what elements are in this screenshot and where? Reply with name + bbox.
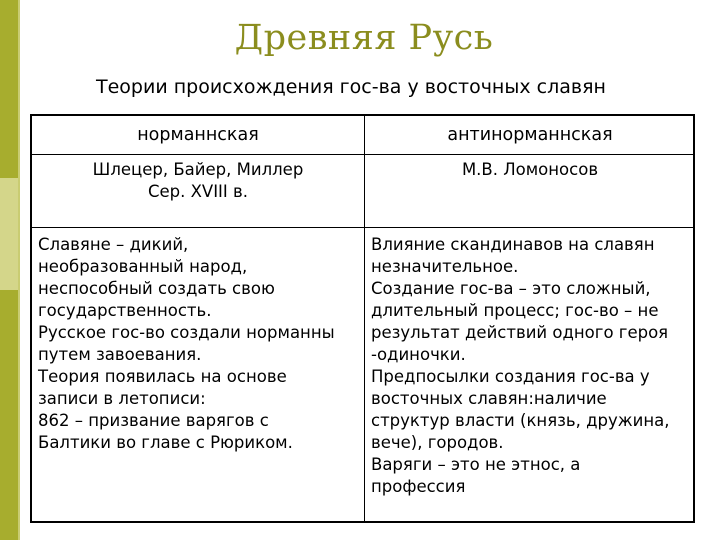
authors-norman bbox=[32, 155, 364, 227]
text-line: незначительное. bbox=[371, 257, 519, 276]
slide-subtitle: Теории происхождения гос-ва у восточных славян bbox=[96, 76, 606, 98]
text-line: длительный процесс; гос-во – не bbox=[371, 301, 659, 320]
header-antinorman: антинорманнская bbox=[447, 125, 613, 145]
text-line: Влияние скандинавов на славян bbox=[371, 235, 655, 254]
side-bar-divider bbox=[18, 0, 20, 540]
text-line: структур власти (князь, дружина, bbox=[371, 411, 670, 430]
text-line: 862 – призвание варягов с bbox=[38, 411, 269, 430]
header-norman: норманнская bbox=[137, 125, 259, 145]
text-line: вече), городов. bbox=[371, 433, 504, 452]
text-line: профессия bbox=[371, 477, 466, 496]
side-decoration-bar bbox=[0, 0, 18, 540]
authors-antinorman bbox=[365, 155, 695, 227]
norman-theory-description bbox=[38, 228, 362, 454]
text-line: путем завоевания. bbox=[38, 345, 202, 364]
theories-table bbox=[30, 114, 695, 523]
text-line: Русское гос-во создали норманны bbox=[38, 323, 335, 342]
text-line: Теория появилась на основе bbox=[38, 367, 287, 386]
text-line: восточных славян:наличие bbox=[371, 389, 607, 408]
slide-title: Древняя Русь bbox=[234, 18, 494, 58]
author-line: М.В. Ломоносов bbox=[461, 160, 599, 179]
text-line: результат действий одного героя bbox=[371, 323, 669, 342]
text-line: -одиночки. bbox=[371, 345, 466, 364]
text-line: Варяги – это не этнос, а bbox=[371, 455, 581, 474]
author-line: Шлецер, Байер, Миллер bbox=[92, 160, 304, 179]
text-line: записи в летописи: bbox=[38, 389, 206, 408]
text-line: Славяне – дикий, bbox=[38, 235, 189, 254]
antinorman-theory-description bbox=[371, 228, 691, 498]
text-line: Создание гос-ва – это сложный, bbox=[371, 279, 651, 298]
side-bar-segment-middle bbox=[0, 178, 18, 290]
side-bar-segment-bottom bbox=[0, 290, 18, 540]
text-line: необразованный народ, bbox=[38, 257, 248, 276]
author-line: Сер. XVIII в. bbox=[147, 182, 249, 201]
text-line: неспособный создать свою bbox=[38, 279, 275, 298]
text-line: государственность. bbox=[38, 301, 212, 320]
text-line: Предпосылки создания гос-ва у bbox=[371, 367, 650, 386]
text-line: Балтики во главе с Рюриком. bbox=[38, 433, 293, 452]
